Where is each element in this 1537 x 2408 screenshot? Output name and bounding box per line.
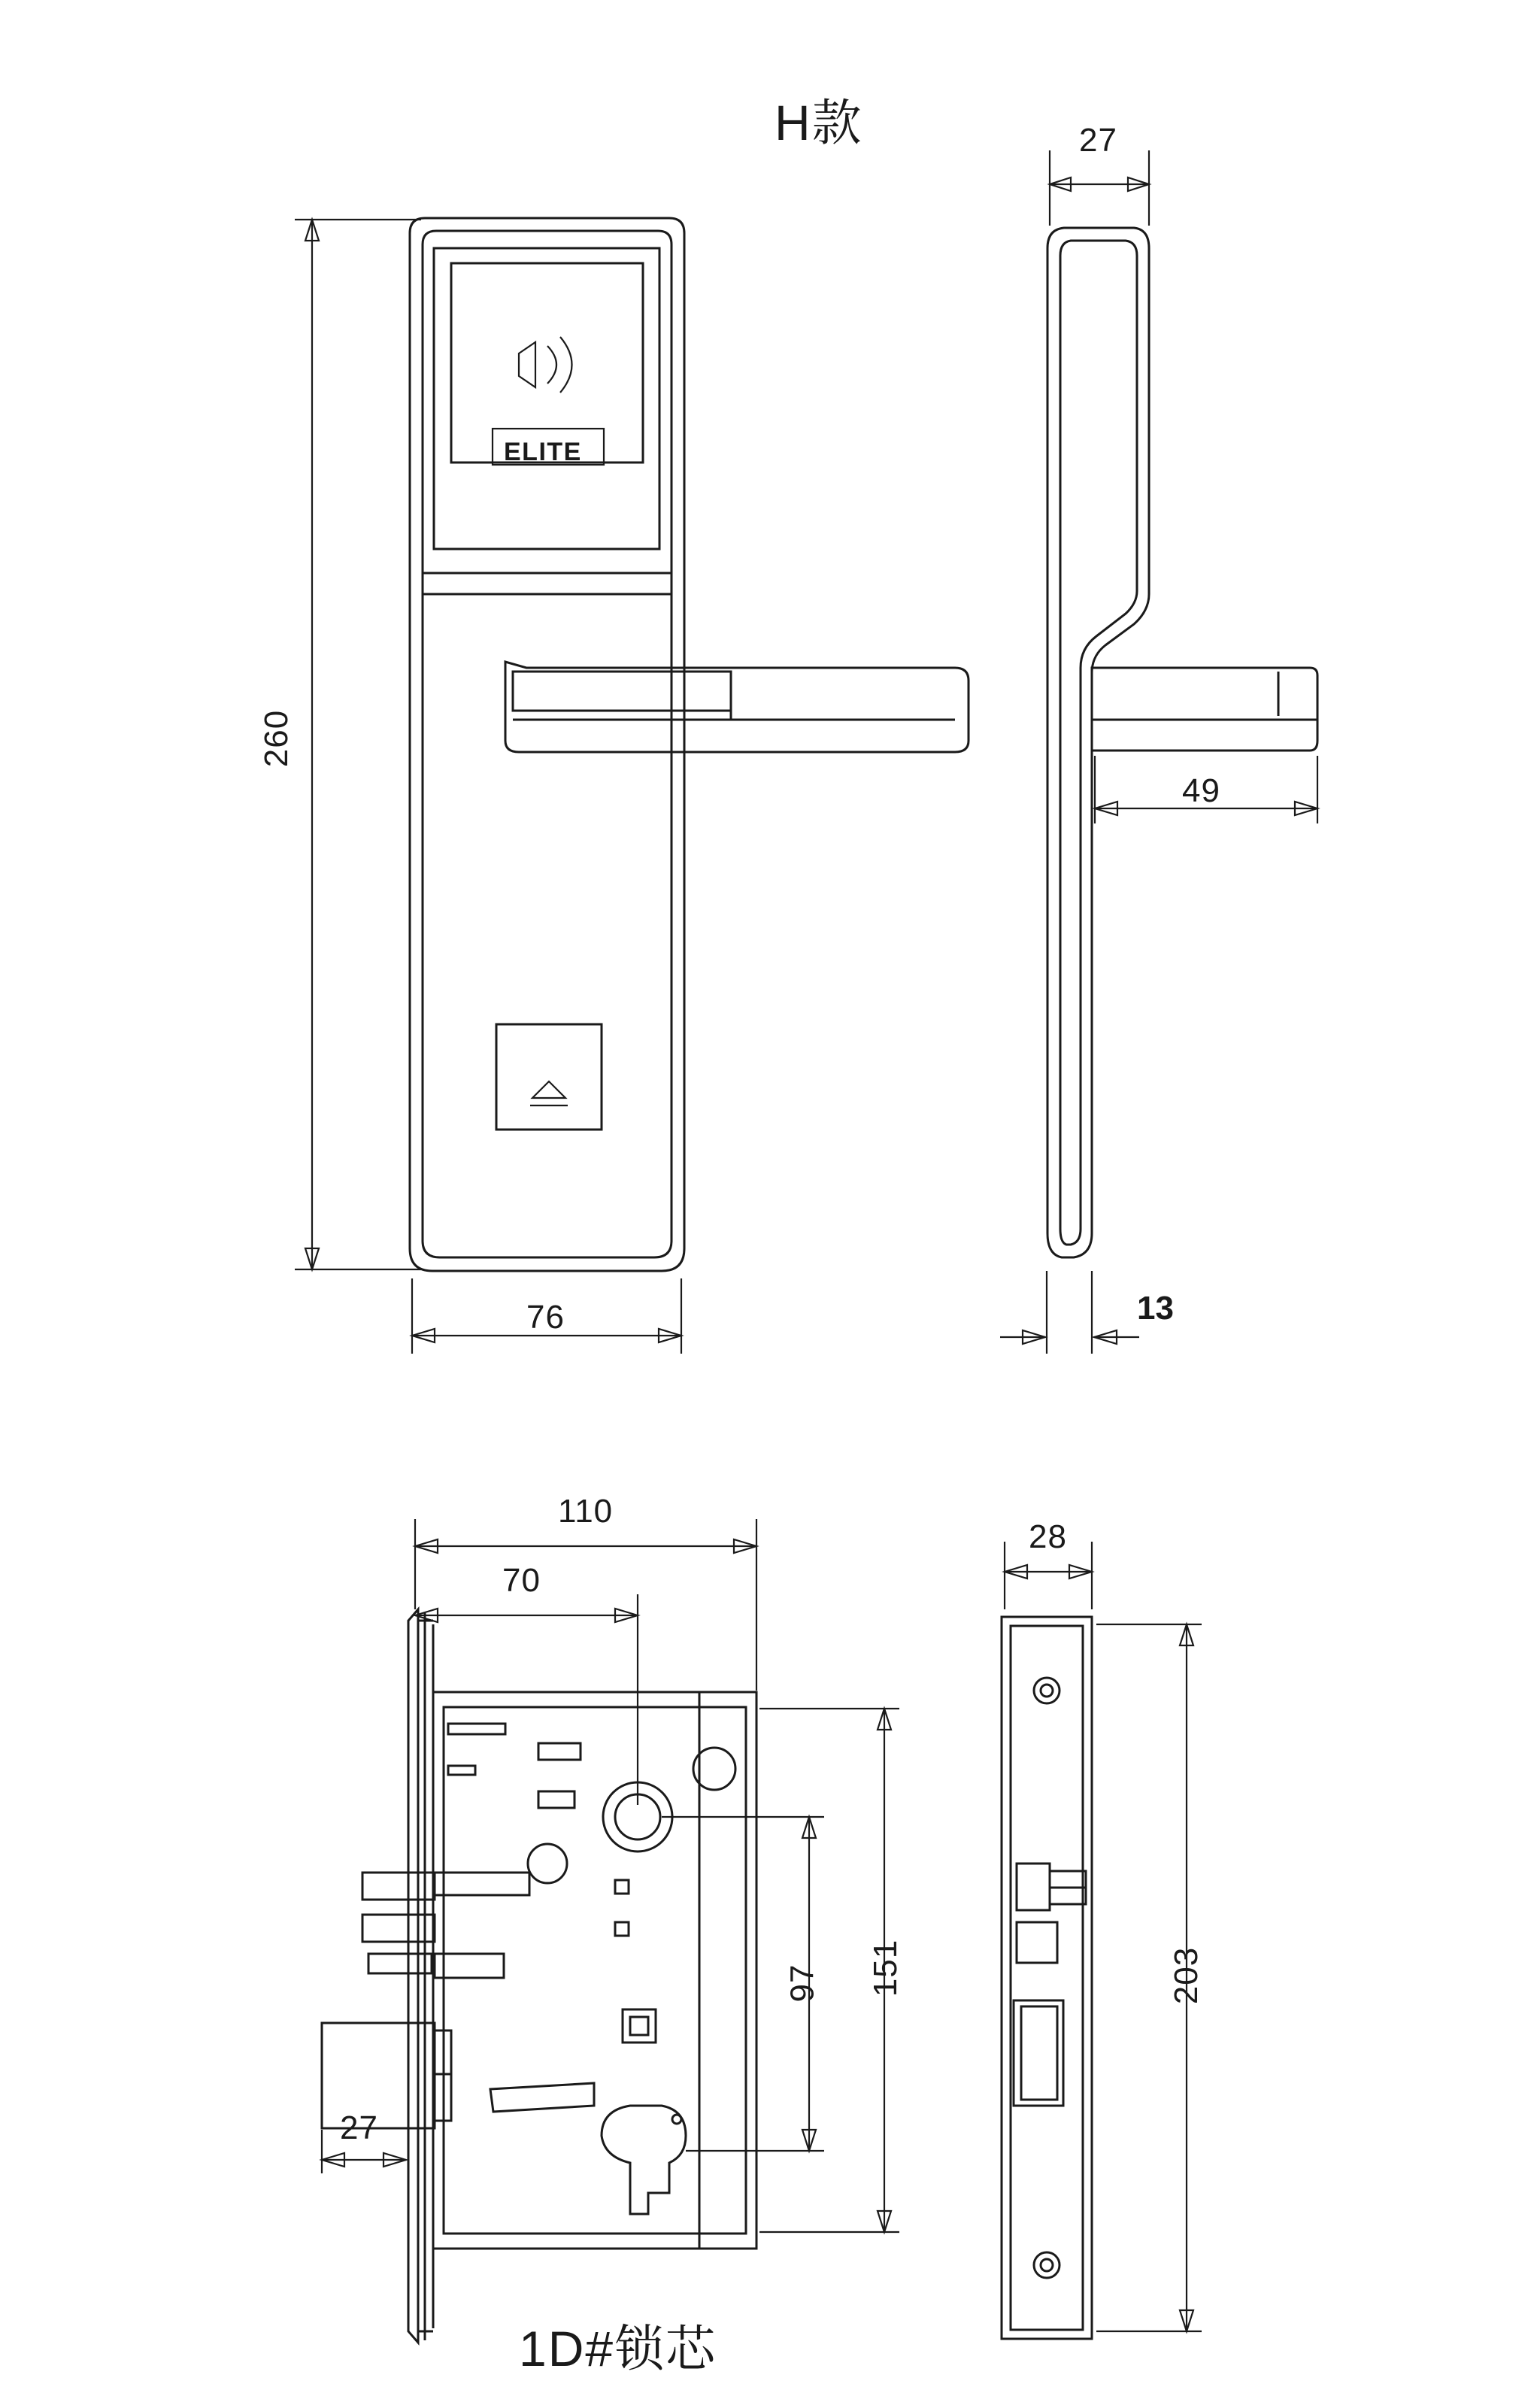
dimension-faceplate-length-203: 203	[1168, 1946, 1205, 2005]
dimension-depth-27: 27	[1079, 122, 1117, 159]
dimension-case-height-151: 151	[867, 1939, 905, 1997]
dimension-thickness-13: 13	[1137, 1290, 1174, 1327]
dimension-height-260: 260	[258, 709, 296, 768]
brand-label: ELITE	[504, 438, 582, 466]
drawing-title-bottom: 1D#锁芯	[519, 2321, 717, 2376]
dimension-offset-27: 27	[340, 2109, 378, 2146]
dimension-backset-total-110: 110	[558, 1493, 614, 1530]
dimension-faceplate-width-28: 28	[1029, 1518, 1067, 1555]
dimension-width-76: 76	[526, 1299, 565, 1336]
dimension-backset-70: 70	[502, 1562, 541, 1599]
dimension-projection-49: 49	[1182, 772, 1220, 809]
drawing-title-top: H款	[775, 95, 863, 150]
dimension-center-97: 97	[784, 1964, 821, 2003]
